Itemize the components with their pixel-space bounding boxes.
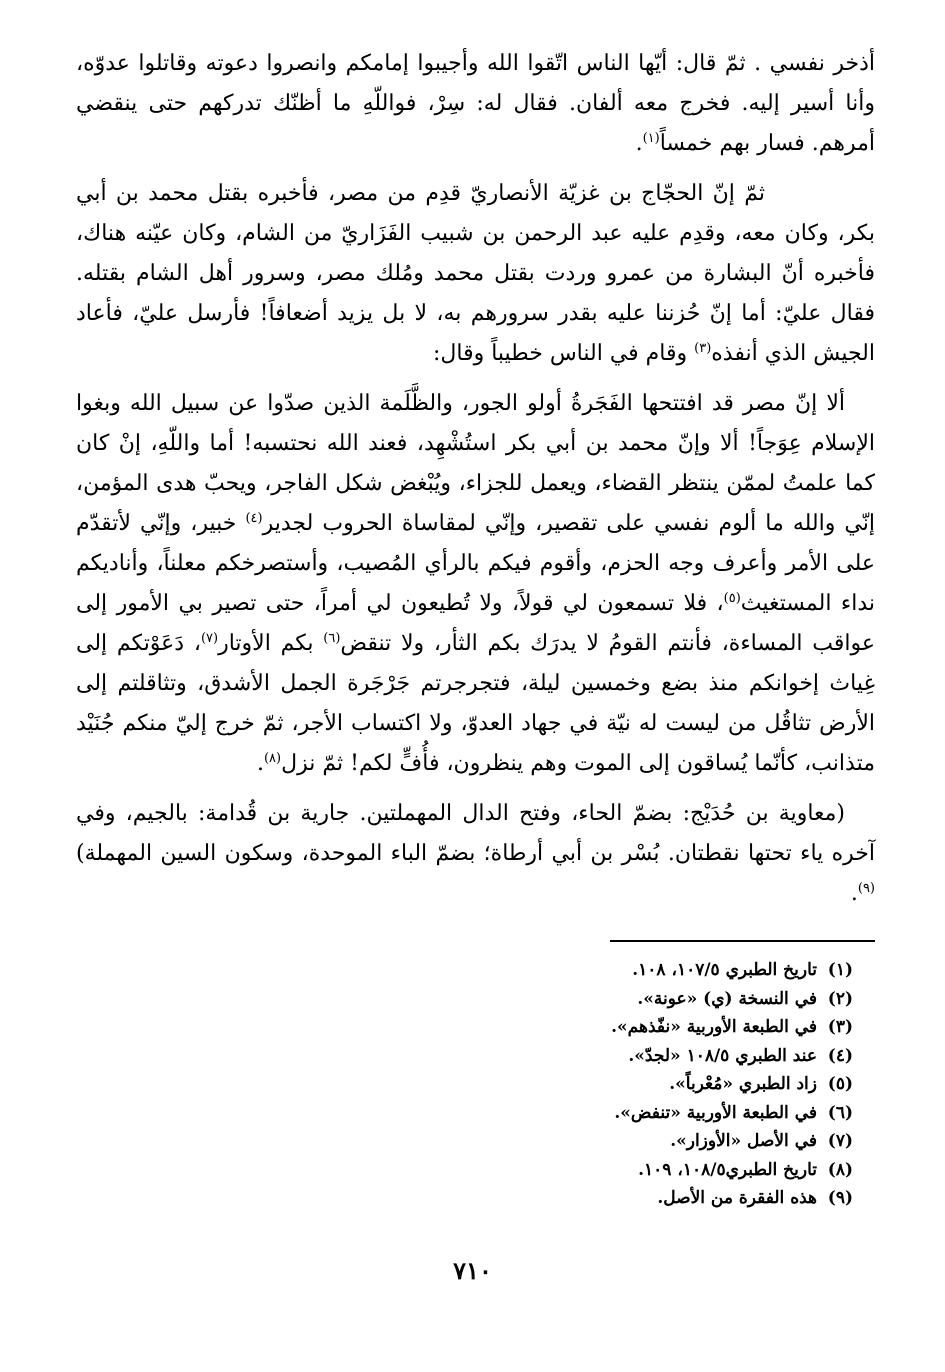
footnote-3	[76, 1017, 875, 1046]
paragraph-text: خبير، وإنّي لأتقدّم على الأمر وأعرف وجه الحزم، وأقوم فيكم بالرأي المُصيب، وأستصرخكم معلناً، وأناديكم نداء المستغيث	[76, 511, 876, 616]
footnote-marker: (٤)	[245, 511, 263, 526]
footnote-marker: (٦)	[323, 631, 341, 646]
footnotes	[76, 960, 875, 1217]
footnote-number: (٥)	[827, 1074, 853, 1094]
footnote-text: في الأصل «الأوزار».	[670, 1131, 817, 1151]
footnote-number: (٤)	[827, 1045, 853, 1066]
footnote-number: (٨)	[827, 1159, 853, 1180]
footnote-text: في الطبعة الأوربية «نفّذهم».	[611, 1017, 817, 1037]
paragraph-text: بكم الأوتار	[218, 631, 314, 656]
footnote-marker: (٧)	[200, 631, 219, 646]
footnote-number: (١)	[827, 960, 853, 980]
footnote-2	[76, 989, 875, 1018]
footnote-7	[76, 1131, 875, 1160]
footnote-marker: (٣)	[694, 341, 712, 356]
footnote-text: عند الطبري ١٠٨/٥ «لجدّ».	[628, 1045, 817, 1066]
paragraph-text: ثمّ إنّ الحجّاج بن غزيّة الأنصاريّ قدِم من مصر، فأخبره بقتل محمد بن أبي بكر، وكان معه، وقدِم عليه عبد الرحمن بن شبيب الفَزَاريّ من الشام، وكان عيّنه هناك، فأخبره أنّ البشارة من عمرو وردت بقتل محمد ومُلك مصر، وسرور أهل الشام بقتله. فقال عليّ: أما إنّ حُزننا عليه بقدر سرورهم به، لا بل يزيد أضعافاً! فأرسل عليّ، فأعاد الجيش الذي أنفذه	[76, 181, 875, 366]
paragraph-text: ، دَعَوْتكم إلى غِياث إخوانكم منذ بضع وخمسين ليلة، فتجرجرتم جَرْجَرة الجمل الأشدق، وتثاقلتم إلى الأرض تثاقُل من ليست له نيّة في جهاد العدوّ، ولا اكتساب الأجر، ثمّ خرج إليّ منكم جُنَيْد متذانب، كأنّما يُساقون إلى الموت وهم ينظرون، فأُفٍّ لكم! ثمّ نزل	[76, 631, 875, 776]
spelling-note-paragraph: (معاوية بن حُدَيْج: بضمّ الحاء، وفتح الدال المهملتين. جارية بن قُدامة: بالجيم، وفي آخره ياء تحتها نقطتان. بُسْر بن أبي أرطاة؛ بضمّ الباء الموحدة، وسكون السين المهملة)$^{(٩)}$.	[76, 801, 875, 906]
footnote-number: (٣)	[827, 1017, 853, 1037]
sermon-paragraph: ألا إنّ مصر قد افتتحها الفَجَرةُ أولو الجور، والظَّلَمة الذين صدّوا عن سبيل الله وبغوا الإسلام عِوَجاً! ألا وإنّ محمد بن أبي بكر استُشْهِد، فعند الله نحتسبه! أما واللّهِ، إنْ كان كما علمتُ لممّن ينتظر القضاء، ويعمل للجزاء، ويُبْغض شكل الفاجر، ويحبّ هدى المؤمن، إنّي والله ما ألوم نفسي على تقصير، وإنّي لمقاساة الحروب لجدير$^{(٤)}$ خبير، وإنّي لأتقدّم على الأمر وأعرف وجه الحزم، وأقوم فيكم بالرأي المُصيب، وأستصرخكم معلناً، وأناديكم نداء المستغيث$^{(٥)}$، فلا تسمعون لي قولاً، ولا تُطيعون لي أمراً، حتى تصير بي الأمور إلى عواقب المساءة، فأنتم القومُ لا يدرَك بكم الثأر، ولا تنقض$^{(٦)}$ بكم الأوتار$^{(٧)}$، دَعَوْتكم إلى غِياث إخوانكم منذ بضع وخمسين ليلة، فتجرجرتم جَرْجَرة الجمل الأشدق، وتثاقلتم إلى الأرض تثاقُل من ليست له نيّة في جهاد العدوّ، ولا اكتساب الأجر، ثمّ خرج إليّ منكم جُنَيْد متذانب، كأنّما يُساقون إلى الموت وهم ينظرون، فأُفٍّ لكم! ثمّ نزل$^{(٨)}$.	[76, 391, 876, 776]
footnote-9	[76, 1188, 875, 1217]
footnote-marker: (٨)	[263, 751, 282, 766]
paragraph-1: أذخر نفسي . ثمّ قال: أيّها الناس اتّقوا الله وأجيبوا إمامكم وانصروا دعوته وقاتلوا عدوّه، وأنا أسير إليه. فخرج معه ألفان. فقال له: سِرْ، فواللّهِ ما أظنّك تدركهم حتى ينقضي أمرهم. فسار بهم خمساً$^{(١)}$.	[76, 51, 876, 156]
footnote-marker: (٥)	[723, 591, 741, 606]
footnote-text: هذه الفقرة من الأصل.	[657, 1188, 817, 1208]
footnote-divider	[610, 940, 875, 942]
footnote-number: (٧)	[827, 1131, 853, 1151]
footnote-5	[76, 1074, 875, 1103]
footnote-marker: (٩)	[857, 881, 875, 896]
footnote-4	[76, 1046, 875, 1075]
page-number: ٧١٠	[453, 1256, 492, 1285]
paragraph-text: (معاوية بن حُدَيْج: بضمّ الحاء، وفتح الدال المهملتين. جارية بن قُدامة: بالجيم، وفي آخره ياء تحتها نقطتان. بُسْر بن أبي أرطاة؛ بضمّ الباء الموحدة، وسكون السين المهملة)	[76, 801, 875, 866]
main-text	[76, 44, 875, 914]
footnote-text: تاريخ الطبري ١٠٧/٥، ١٠٨.	[632, 960, 817, 980]
footnote-6	[76, 1103, 875, 1132]
footnote-marker: (١)	[642, 131, 660, 146]
footnote-1	[76, 960, 875, 989]
footnote-text: في النسخة (ي) «عونة».	[637, 988, 817, 1009]
footnote-text: زاد الطبري «مُعْرباً».	[669, 1074, 817, 1094]
paragraph-text: ، فلا تسمعون لي قولاً، ولا تُطيعون لي أمراً، حتى تصير بي الأمور إلى عواقب المساءة، فأنتم القومُ لا يدرَك بكم الثأر، ولا تنقض	[76, 591, 875, 656]
paragraph-2	[76, 174, 875, 374]
footnote-number: (٦)	[827, 1102, 853, 1123]
footnote-8	[76, 1160, 875, 1189]
paragraph-text: ألا إنّ مصر قد افتتحها الفَجَرةُ أولو الجور، والظَّلَمة الذين صدّوا عن سبيل الله وبغوا الإسلام عِوَجاً! ألا وإنّ محمد بن أبي بكر استُشْهِد، فعند الله نحتسبه! أما واللّهِ، إنْ كان كما علمتُ لممّن ينتظر القضاء، ويعمل للجزاء، ويُبْغض شكل الفاجر، ويحبّ هدى المؤمن، إنّي والله ما ألوم نفسي على تقصير، وإنّي لمقاساة الحروب لجدير	[76, 391, 875, 536]
footnote-number: (٢)	[827, 988, 853, 1009]
footnote-text: في الطبعة الأوربية «تنفض».	[614, 1102, 817, 1123]
footnote-text: تاريخ الطبري١٠٨/٥، ١٠٩.	[638, 1159, 817, 1180]
paragraph-text: وقام في الناس خطيباً وقال:	[432, 341, 688, 366]
paragraph-text: أذخر نفسي . ثمّ قال: أيّها الناس اتّقوا الله وأجيبوا إمامكم وانصروا دعوته وقاتلوا عدوّه، وأنا أسير إليه. فخرج معه ألفان. فقال له: سِرْ، فواللّهِ ما أظنّك تدركهم حتى ينقضي أمرهم. فسار بهم خمساً	[76, 51, 876, 156]
footnote-number: (٩)	[827, 1188, 853, 1208]
